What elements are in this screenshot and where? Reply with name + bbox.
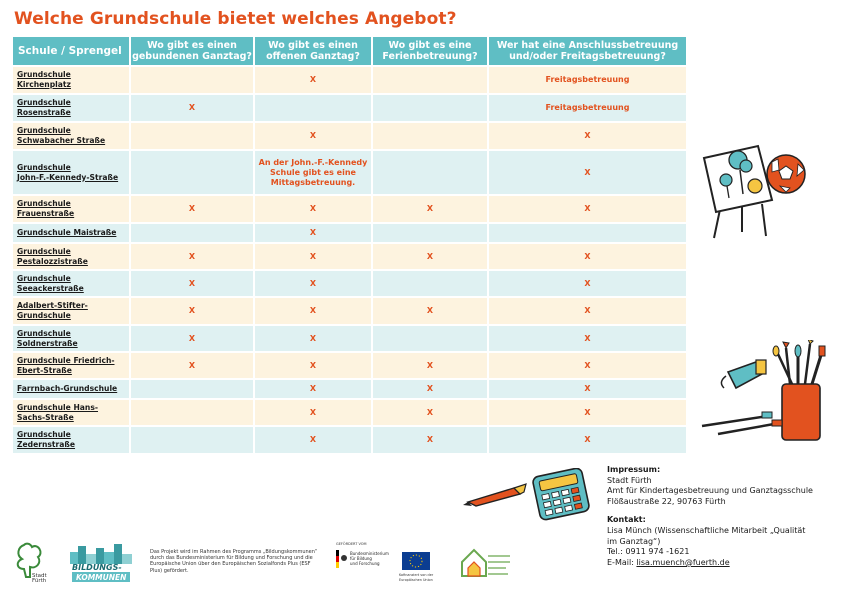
email-link[interactable]: lisa.muench@fuerth.de: [636, 557, 730, 567]
bildungskommunen-logo: [68, 542, 134, 584]
cell-ferien: [372, 270, 488, 297]
eu-line: Kofinanziert von der: [399, 573, 434, 577]
fuerth-label: Fürth: [32, 578, 47, 583]
cell-gebunden: X: [130, 94, 254, 122]
funding-note: Das Projekt wird im Rahmen des Programms „Bildungskommunen“ durch das Bundesministerium für Bildung und Forschung und die Europäische Union über den Europäischen Sozialfonds Plus (ESF Plus) gefördert.: [150, 549, 318, 574]
impressum-block: [607, 465, 837, 568]
school-link[interactable]: Grundschule Friedrich- Ebert-Straße: [13, 352, 130, 379]
cell-ferien: [372, 150, 488, 195]
stadt-label: Stadt: [32, 573, 47, 579]
impressum-line: Stadt Fürth: [607, 475, 652, 485]
fountain-pen-icon: [462, 482, 528, 508]
table-header-row: [13, 37, 686, 66]
cell-ferien: [372, 223, 488, 243]
cell-gebunden: [130, 426, 254, 453]
header-gebunden: Wo gibt es einen gebundenen Ganztag?: [130, 37, 254, 66]
cell-anschluss: X: [488, 243, 686, 270]
school-link[interactable]: Grundschule John-F.-Kennedy-Straße: [13, 150, 130, 195]
cell-anschluss: X: [488, 399, 686, 426]
bildungs-label: BILDUNGS-: [72, 563, 122, 572]
cell-offen: X: [254, 379, 372, 399]
mail-label: E-Mail:: [607, 557, 637, 567]
kommunen-label: KOMMUNEN: [76, 573, 127, 582]
cell-offen: X: [254, 297, 372, 325]
cell-anschluss: Freitagsbetreuung: [488, 66, 686, 94]
cell-offen: X: [254, 66, 372, 94]
cell-gebunden: X: [130, 195, 254, 223]
table-row: [13, 223, 686, 243]
cell-ferien: X: [372, 195, 488, 223]
table-row: [13, 122, 686, 150]
page-title: Welche Grundschule bietet welches Angebot?: [14, 9, 457, 29]
cell-anschluss: X: [488, 270, 686, 297]
cell-anschluss: X: [488, 352, 686, 379]
cell-gebunden: X: [130, 352, 254, 379]
cell-offen: X: [254, 270, 372, 297]
table-row: [13, 94, 686, 122]
cell-anschluss: X: [488, 297, 686, 325]
school-link[interactable]: Grundschule Kirchenplatz: [13, 66, 130, 94]
cell-offen: X: [254, 352, 372, 379]
cell-offen: X: [254, 223, 372, 243]
kontakt-heading: Kontakt:: [607, 515, 646, 525]
school-link[interactable]: Grundschule Zedernstraße: [13, 426, 130, 453]
school-link[interactable]: Farrnbach-Grundschule: [13, 379, 130, 399]
school-link[interactable]: Grundschule Frauenstraße: [13, 195, 130, 223]
table-row: [13, 150, 686, 195]
cell-gebunden: X: [130, 297, 254, 325]
cell-gebunden: [130, 150, 254, 195]
cell-offen: X: [254, 243, 372, 270]
bmbf-line: Bundesministerium: [350, 551, 389, 556]
cell-ferien: X: [372, 379, 488, 399]
calculator-icon: [530, 468, 592, 522]
school-link[interactable]: Grundschule Rosenstraße: [13, 94, 130, 122]
school-link[interactable]: Grundschule Seeackerstraße: [13, 270, 130, 297]
cell-ferien: X: [372, 426, 488, 453]
cell-ferien: [372, 66, 488, 94]
table-row: [13, 325, 686, 352]
eu-line: Europäischen Union: [399, 578, 433, 582]
cell-gebunden: X: [130, 325, 254, 352]
school-link[interactable]: Grundschule Hans- Sachs-Straße: [13, 399, 130, 426]
cell-anschluss: [488, 223, 686, 243]
cell-anschluss: X: [488, 379, 686, 399]
cell-ferien: X: [372, 352, 488, 379]
cell-gebunden: X: [130, 270, 254, 297]
header-school: Schule / Sprengel: [13, 37, 130, 66]
cell-ferien: [372, 122, 488, 150]
table-row: [13, 379, 686, 399]
cell-gebunden: [130, 399, 254, 426]
esf-house-logo: [458, 546, 514, 580]
cell-anschluss: X: [488, 426, 686, 453]
cell-offen: [254, 94, 372, 122]
eu-flag-logo: [398, 550, 436, 584]
cell-gebunden: [130, 66, 254, 94]
stadt-fuerth-logo: [12, 541, 52, 583]
cell-offen: An der John.-F.-Kennedy Schule gibt es eine Mittagsbetreuung.: [254, 150, 372, 195]
easel-painting-icon: [700, 132, 812, 244]
school-link[interactable]: Grundschule Soldnerstraße: [13, 325, 130, 352]
impressum-line: Amt für Kindertagesbetreuung und Ganztagsschule: [607, 486, 813, 496]
cell-gebunden: [130, 223, 254, 243]
cell-ferien: X: [372, 399, 488, 426]
cell-ferien: [372, 94, 488, 122]
cell-offen: X: [254, 426, 372, 453]
bmbf-top: GEFÖRDERT VOM: [336, 542, 367, 546]
bmbf-line: und Forschung: [350, 561, 380, 566]
cell-gebunden: X: [130, 243, 254, 270]
cell-ferien: [372, 325, 488, 352]
impressum-heading: Impressum:: [607, 465, 661, 474]
table-row: [13, 399, 686, 426]
school-link[interactable]: Grundschule Pestalozzistraße: [13, 243, 130, 270]
school-link[interactable]: Adalbert-Stifter- Grundschule: [13, 297, 130, 325]
bmbf-line: für Bildung: [350, 556, 372, 561]
cell-anschluss: X: [488, 122, 686, 150]
bmbf-logo: [332, 540, 394, 584]
cell-anschluss: X: [488, 325, 686, 352]
cell-anschluss: X: [488, 150, 686, 195]
table-row: [13, 352, 686, 379]
impressum-line: Flößaustraße 22, 90763 Fürth: [607, 496, 726, 506]
offer-table: [13, 37, 686, 453]
kontakt-line: Lisa Münch (Wissenschaftliche Mitarbeit „Qualität: [607, 525, 806, 535]
header-anschluss: Wer hat eine Anschlussbetreuung und/oder Freitagsbetreuung?: [488, 37, 686, 66]
school-link[interactable]: Grundschule Schwabacher Straße: [13, 122, 130, 150]
cell-anschluss: X: [488, 195, 686, 223]
school-link[interactable]: Grundschule Maistraße: [13, 223, 130, 243]
cell-gebunden: [130, 379, 254, 399]
table-row: [13, 243, 686, 270]
cell-anschluss: Freitagsbetreuung: [488, 94, 686, 122]
table-row: [13, 270, 686, 297]
header-ferien: Wo gibt es eine Ferienbetreuung?: [372, 37, 488, 66]
cell-gebunden: [130, 122, 254, 150]
header-offen: Wo gibt es einen offenen Ganztag?: [254, 37, 372, 66]
cell-ferien: X: [372, 243, 488, 270]
cell-offen: X: [254, 122, 372, 150]
cell-ferien: X: [372, 297, 488, 325]
table-row: [13, 426, 686, 453]
table-row: [13, 195, 686, 223]
paint-brushes-icon: [698, 340, 830, 446]
table-row: [13, 297, 686, 325]
kontakt-line: im Ganztag“): [607, 536, 661, 546]
cell-offen: X: [254, 399, 372, 426]
kontakt-phone: Tel.: 0911 974 -1621: [607, 547, 690, 557]
cell-offen: X: [254, 195, 372, 223]
cell-offen: X: [254, 325, 372, 352]
table-row: [13, 66, 686, 94]
